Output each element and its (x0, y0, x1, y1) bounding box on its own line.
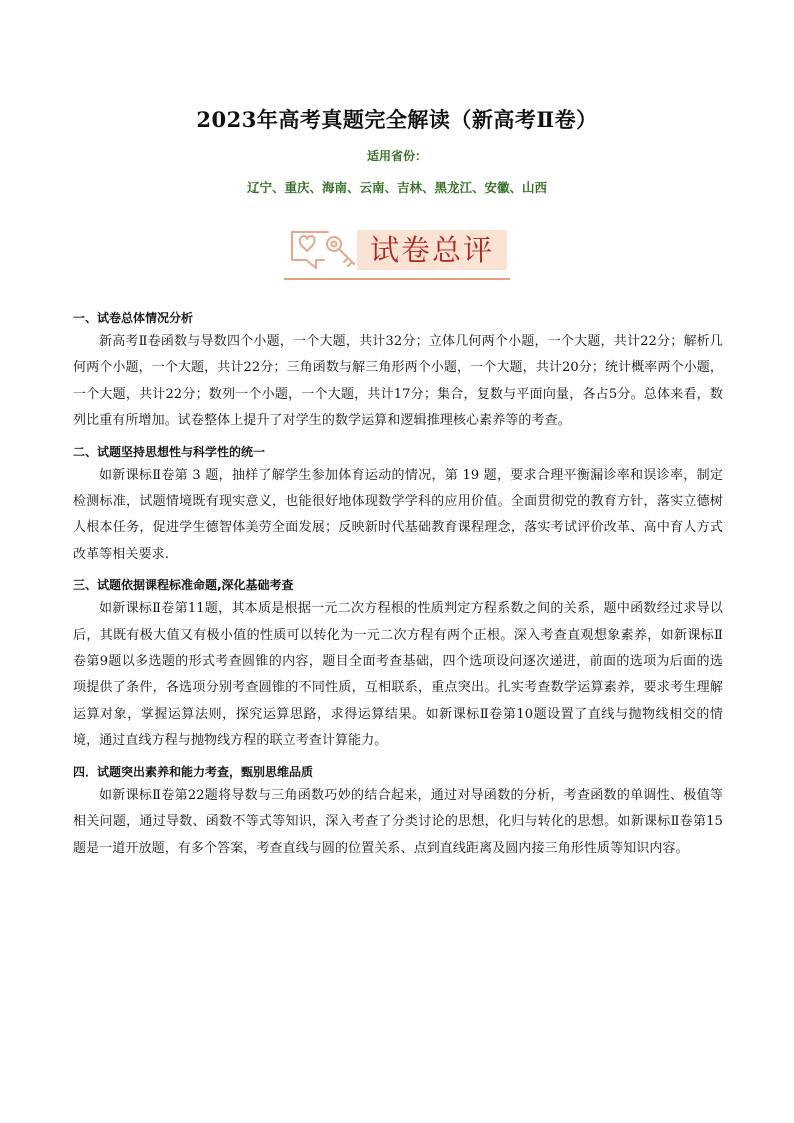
section-heading: 四．试题突出素养和能力考查，甄别思维品质 (73, 764, 314, 779)
heart-key-icon (288, 222, 358, 274)
banner-title: 试卷总评 (369, 233, 494, 267)
provinces-list: 辽宁、重庆、海南、云南、吉林、黑龙江、安徽、山西 (246, 180, 547, 195)
section-curriculum-basics (73, 574, 723, 754)
applicable-provinces-label: 适用省份： (366, 149, 427, 163)
document-title: 2023年高考真题完全解读（新高考Ⅱ卷） (196, 107, 598, 132)
section-overview (73, 307, 723, 435)
section-banner (284, 222, 510, 282)
banner-underline (284, 278, 510, 280)
document-body (73, 307, 723, 868)
section-paragraph: 新高考Ⅱ卷函数与导数四个小题，一个大题，共计32分；立体几何两个小题，一个大题，共计22分；解析几何两个小题，一个大题，共计22分；三角函数与解三角形两个小题，一个大题，共计20分；统计概率两个小题，一个大题，共计22分；数列一个小题，一个大题，共计17分；集合，复数与平面向量，各占5分。总体来看，数列比重有所增加。试卷整体上提升了对学生的数学运算和逻辑推理核心素养等的考查。 (73, 334, 723, 429)
section-ideology-science (73, 441, 723, 569)
section-paragraph: 如新课标Ⅱ卷第 3 题，抽样了解学生参加体育运动的情况，第 19 题，要求合理平衡漏诊率和误诊率，制定检测标准，试题情境既有现实意义，也能很好地体现数学学科的应用价值。全面贯彻党的教育方针，落实立德树人根本任务，促进学生德智体美劳全面发展；反映新时代基础教育课程理念，落实考试评价改革、高中育人方式改革等相关要求. (73, 467, 723, 562)
section-paragraph: 如新课标Ⅱ卷第22题将导数与三角函数巧妙的结合起来，通过对导函数的分析，考查函数的单调性、极值等相关问题，通过导数、函数不等式等知识，深入考查了分类讨论的思想，化归与转化的思想。如新课标Ⅱ卷第15题是一道开放题，有多个答案，考查直线与圆的位置关系、点到直线距离及圆内接三角形性质等知识内容。 (73, 787, 723, 856)
section-heading: 一、试卷总体情况分析 (73, 311, 194, 325)
section-paragraph: 如新课标Ⅱ卷第11题，其本质是根据一元二次方程根的性质判定方程系数之间的关系，题中函数经过求导以后，其既有极大值又有极小值的性质可以转化为一元二次方程有两个正根。深入考查直观想象素养，如新课标Ⅱ卷第9题以多选题的形式考查圆锥的内容，题目全面考查基础，四个选项设问逐次递进，前面的选项为后面的选项提供了条件，各选项分别考查圆锥的不同性质，互相联系，重点突出。扎实考查数学运算素养，要求考生理解运算对象，掌握运算法则，探究运算思路，求得运算结果。如新课标Ⅱ卷第10题设置了直线与抛物线相交的情境，通过直线方程与抛物线方程的联立考查计算能力。 (73, 601, 723, 749)
section-heading: 二、试题坚持思想性与科学性的统一 (73, 444, 266, 459)
section-literacy-ability (73, 761, 723, 862)
section-heading: 三、试题依据课程标准命题,深化基础考查 (73, 578, 294, 593)
